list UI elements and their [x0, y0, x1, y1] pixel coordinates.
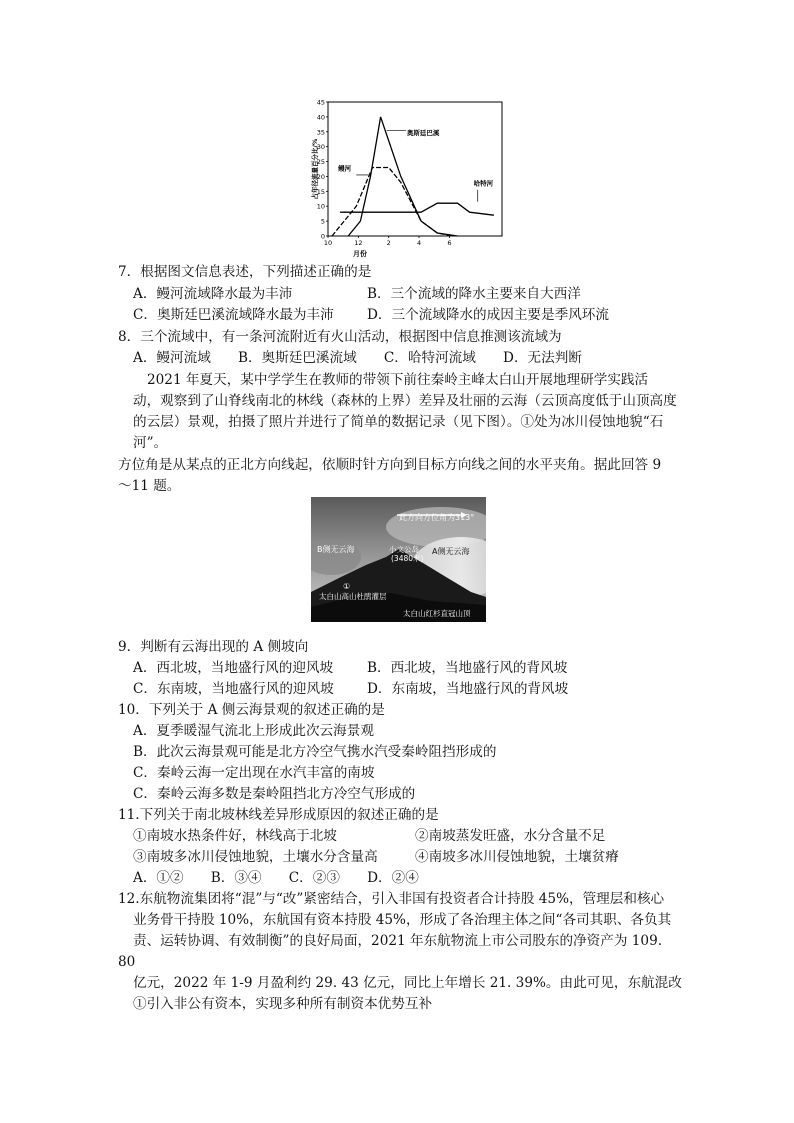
- q7-option-a: A．鳗河流域降水最为丰沛: [133, 286, 293, 302]
- series-line-1: [332, 168, 453, 237]
- q10-option-d: C．秦岭云海多数是秦岭阻挡北方冷空气形成的: [133, 786, 416, 802]
- x-tick-label: 6: [447, 239, 452, 247]
- y-tick-label: 15: [316, 187, 325, 196]
- q10-option-a: A．夏季暖湿气流北上形成此次云海景观: [133, 723, 374, 739]
- q12-line-4: 80: [118, 954, 136, 970]
- y-tick-label: 20: [316, 172, 325, 181]
- q11-statement-3: ③南坡多冰川侵蚀地貌，土壤水分含量高: [133, 849, 378, 865]
- runoff-chart: [310, 96, 506, 260]
- q11-statement-4: ④南坡多冰川侵蚀地貌，土壤贫瘠: [415, 849, 619, 865]
- plot-frame: [328, 102, 502, 236]
- photo-azimuth-label: 此方向方位角为313°: [399, 513, 475, 522]
- q8-stem: 8．三个流域中，有一条河流附近有火山活动，根据图中信息推测该流域为: [118, 329, 562, 345]
- x-tick-label: 2: [386, 239, 391, 247]
- q8-options: A．鳗河流域 B．奥斯廷巴溪流域 C．哈特河流域 D．无法判断: [133, 350, 582, 366]
- x-tick-label: 12: [354, 239, 363, 247]
- photo-peak-label: 小文公岛: [389, 545, 419, 554]
- photo-right-caption: 太白山红杉直冠山顶: [403, 609, 471, 618]
- q12-line-5: 亿元，2022 年 1-9 月盈利约 29. 43 亿元，同比上年增长 21. 39%。由此可见，东航混改: [133, 975, 682, 991]
- label-aosi: 奥斯廷巴溪: [406, 128, 440, 137]
- x-tick-label: 4: [416, 239, 422, 247]
- photo-peak-height: (3480米): [391, 554, 424, 563]
- passage-line-1: 2021 年夏天，某中学学生在教师的带领下前往秦岭主峰太白山开展地理研学实践活: [147, 372, 649, 388]
- series-line-0: [348, 117, 457, 236]
- y-tick-label: 0: [320, 232, 325, 241]
- passage-line-3: 的云层）景观，拍摄了照片并进行了简单的数据记录（见下图）。①处为冰川侵蚀地貌“石: [133, 414, 664, 430]
- q11-statement-2: ②南坡蒸发旺盛，水分含量不足: [415, 828, 606, 844]
- q12-line-3: 责、运转协调、有效制衡”的良好局面，2021 年东航物流上市公司股东的净资产为 109.: [133, 933, 663, 949]
- q9-stem: 9．判断有云海出现的 A 侧坡向: [118, 639, 309, 655]
- label-hate: 哈特河: [473, 179, 494, 188]
- q9-option-c: C．东南坡，当地盛行风的迎风坡: [133, 681, 334, 697]
- photo-marker-1: ①: [343, 582, 351, 591]
- passage-line-6: ～11 题。: [118, 478, 181, 494]
- x-axis-label: 月份: [353, 250, 367, 258]
- q9-option-a: A．西北坡，当地盛行风的迎风坡: [133, 660, 334, 676]
- q11-options: A．①② B．③④ C．②③ D．②④: [133, 870, 419, 886]
- taibai-mountain-photo: [311, 497, 486, 622]
- q10-stem: 10．下列关于 A 侧云海景观的叙述正确的是: [118, 702, 385, 718]
- label-man: 鳗河: [338, 164, 352, 173]
- q7-option-b: B．三个流域的降水主要来自大西洋: [367, 286, 581, 302]
- y-axis-label: 占年径流量百分比/%: [311, 138, 319, 200]
- y-tick-label: 30: [316, 143, 325, 152]
- q12-line-2: 业务骨干持股 10%，东航国有资本持股 45%，形成了各治理主体之间“各司其职、各负其: [133, 912, 672, 928]
- passage-line-2: 动，观察到了山脊线南北的林线（森林的上界）差异及壮丽的云海（云顶高度低于山顶高度: [133, 393, 677, 409]
- y-tick-label: 40: [316, 113, 325, 122]
- q11-statement-1: ①南坡水热条件好，林线高于北坡: [133, 828, 337, 844]
- photo-a-side-label: A侧无云海: [432, 547, 470, 556]
- passage-line-5: 方位角是从某点的正北方向线起，依顺时针方向到目标方向线之间的水平夹角。据此回答 9: [118, 457, 662, 473]
- q9-option-b: B．西北坡，当地盛行风的背风坡: [367, 660, 568, 676]
- photo-b-side-label: B侧无云海: [317, 545, 355, 554]
- q7-option-d: D．三个流域降水的成因主要是季风环流: [367, 307, 609, 323]
- y-tick-label: 10: [316, 202, 325, 211]
- q9-option-d: D．东南坡，当地盛行风的背风坡: [367, 681, 569, 697]
- q7-option-c: C．奥斯廷巴溪流域降水最为丰沛: [133, 307, 334, 323]
- y-tick-label: 25: [316, 158, 325, 167]
- y-tick-label: 35: [316, 128, 325, 137]
- x-tick-label: 10: [323, 239, 333, 247]
- q7-stem: 7．根据图文信息表述，下列描述正确的是: [118, 264, 372, 280]
- q10-option-c: C．秦岭云海一定出现在水汽丰富的南坡: [133, 765, 375, 781]
- y-tick-label: 45: [316, 98, 325, 107]
- passage-line-4: 河”。: [133, 435, 168, 451]
- photo-left-caption: 太白山高山杜鹃灌层: [319, 592, 387, 601]
- q11-stem: 11.下列关于南北坡林线差异形成原因的叙述正确的是: [118, 807, 439, 823]
- q10-option-b: B．此次云海景观可能是北方冷空气携水汽受秦岭阻挡形成的: [133, 744, 497, 760]
- q12-line-1: 12.东航物流集团将“混”与“改”紧密结合，引入非国有投资者合计持股 45%，管理层和核心: [118, 891, 665, 907]
- q12-line-6: ①引入非公有资本，实现多种所有制资本优势互补: [133, 996, 433, 1012]
- y-tick-label: 5: [320, 217, 325, 226]
